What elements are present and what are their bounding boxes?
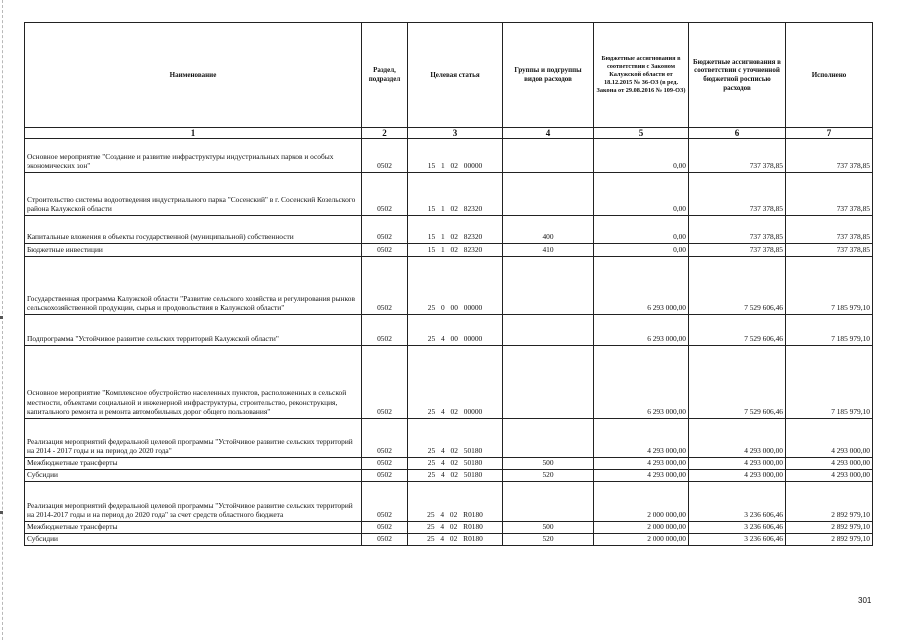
- header-groups: Группы и подгруппы видов расходов: [503, 23, 594, 128]
- table-row: [25, 458, 873, 470]
- row-refined-budget: 737 378,85: [689, 216, 786, 244]
- row-law-budget: 2 000 000,00: [594, 482, 689, 522]
- row-executed: 4 293 000,00: [786, 470, 873, 482]
- row-name: Основное мероприятие "Комплексное обустройство населенных пунктов, расположенных в сельской местности, объектами социальной и инженерной инфраструктуры, строительство, реконструкция, капитального ремонта и ремонта автомобильных дорог общего пользования": [25, 346, 362, 419]
- row-name: Субсидии: [25, 534, 362, 546]
- table-row: [25, 257, 873, 315]
- row-refined-budget: 3 236 606,46: [689, 482, 786, 522]
- column-number: 3: [408, 128, 503, 139]
- row-refined-budget: 3 236 606,46: [689, 522, 786, 534]
- row-executed: 2 892 979,10: [786, 522, 873, 534]
- row-law-budget: 4 293 000,00: [594, 458, 689, 470]
- header-name: Наименование: [25, 23, 362, 128]
- row-group: 400: [503, 216, 594, 244]
- row-section: 0502: [362, 470, 408, 482]
- row-target: 15 1 02 00000: [408, 139, 503, 173]
- row-executed: 2 892 979,10: [786, 482, 873, 522]
- row-group: [503, 419, 594, 458]
- row-name: Субсидии: [25, 470, 362, 482]
- header-target: Целевая статья: [408, 23, 503, 128]
- row-group: 410: [503, 244, 594, 257]
- row-section: 0502: [362, 482, 408, 522]
- table-row: [25, 216, 873, 244]
- row-section: 0502: [362, 315, 408, 346]
- row-target: 15 1 02 82320: [408, 173, 503, 216]
- row-refined-budget: 4 293 000,00: [689, 470, 786, 482]
- row-law-budget: 6 293 000,00: [594, 257, 689, 315]
- table-row: [25, 482, 873, 522]
- row-law-budget: 0,00: [594, 216, 689, 244]
- row-section: 0502: [362, 244, 408, 257]
- header-row: [25, 23, 873, 128]
- table-row: [25, 315, 873, 346]
- column-number: 4: [503, 128, 594, 139]
- row-executed: 4 293 000,00: [786, 458, 873, 470]
- row-target: 25 4 02 R0180: [408, 482, 503, 522]
- row-group: [503, 315, 594, 346]
- row-section: 0502: [362, 522, 408, 534]
- header-refined-budget: Бюджетные ассигнования в соответствии с уточненной бюджетной росписью расходов: [689, 23, 786, 128]
- row-executed: 737 378,85: [786, 244, 873, 257]
- row-group: 520: [503, 470, 594, 482]
- row-law-budget: 4 293 000,00: [594, 419, 689, 458]
- table-row: [25, 244, 873, 257]
- row-group: [503, 257, 594, 315]
- table-row: [25, 522, 873, 534]
- row-name: Межбюджетные трансферты: [25, 458, 362, 470]
- row-refined-budget: 7 529 606,46: [689, 315, 786, 346]
- row-refined-budget: 737 378,85: [689, 139, 786, 173]
- row-refined-budget: 4 293 000,00: [689, 458, 786, 470]
- row-executed: 4 293 000,00: [786, 419, 873, 458]
- row-executed: 2 892 979,10: [786, 534, 873, 546]
- header-executed: Исполнено: [786, 23, 873, 128]
- row-target: 25 4 02 R0180: [408, 522, 503, 534]
- row-section: 0502: [362, 173, 408, 216]
- row-name: Межбюджетные трансферты: [25, 522, 362, 534]
- row-section: 0502: [362, 419, 408, 458]
- row-target: 25 4 02 50180: [408, 458, 503, 470]
- row-law-budget: 6 293 000,00: [594, 315, 689, 346]
- row-law-budget: 0,00: [594, 244, 689, 257]
- row-group: [503, 346, 594, 419]
- table-row: [25, 173, 873, 216]
- row-executed: 737 378,85: [786, 139, 873, 173]
- row-name: Государственная программа Калужской области "Развитие сельского хозяйства и регулирования рынков сельскохозяйственной продукции, сырья и продовольствия в Калужской области": [25, 257, 362, 315]
- row-executed: 737 378,85: [786, 216, 873, 244]
- scan-edge-line: [2, 0, 3, 640]
- row-law-budget: 6 293 000,00: [594, 346, 689, 419]
- row-target: 25 4 02 00000: [408, 346, 503, 419]
- row-section: 0502: [362, 534, 408, 546]
- column-number: 7: [786, 128, 873, 139]
- row-group: 520: [503, 534, 594, 546]
- row-refined-budget: 737 378,85: [689, 244, 786, 257]
- header-law-budget: Бюджетные ассигнования в соответствии с Законом Калужской области от 18.12.2015 № 36-ОЗ (в ред. Закона от 29.08.2016 № 109-ОЗ): [594, 23, 689, 128]
- header-section: Раздел, подраздел: [362, 23, 408, 128]
- table-row: [25, 534, 873, 546]
- scan-edge-mark: [0, 511, 3, 514]
- row-target: 15 1 02 82320: [408, 244, 503, 257]
- row-refined-budget: 3 236 606,46: [689, 534, 786, 546]
- row-executed: 7 185 979,10: [786, 315, 873, 346]
- row-section: 0502: [362, 216, 408, 244]
- row-target: 15 1 02 82320: [408, 216, 503, 244]
- column-number: 2: [362, 128, 408, 139]
- row-section: 0502: [362, 458, 408, 470]
- row-target: 25 4 02 50180: [408, 470, 503, 482]
- column-number: 1: [25, 128, 362, 139]
- row-group: [503, 139, 594, 173]
- row-group: 500: [503, 522, 594, 534]
- table-row: [25, 470, 873, 482]
- row-target: 25 4 02 R0180: [408, 534, 503, 546]
- row-refined-budget: 7 529 606,46: [689, 257, 786, 315]
- row-name: Основное мероприятие "Создание и развитие инфраструктуры индустриальных парков и особых экономических зон": [25, 139, 362, 173]
- table-row: [25, 419, 873, 458]
- scan-edge-mark: [0, 316, 3, 319]
- row-law-budget: 2 000 000,00: [594, 534, 689, 546]
- row-refined-budget: 737 378,85: [689, 173, 786, 216]
- row-law-budget: 0,00: [594, 173, 689, 216]
- table-row: [25, 139, 873, 173]
- row-section: 0502: [362, 257, 408, 315]
- row-section: 0502: [362, 346, 408, 419]
- row-group: [503, 482, 594, 522]
- row-name: Капитальные вложения в объекты государственной (муниципальной) собственности: [25, 216, 362, 244]
- column-number: 5: [594, 128, 689, 139]
- row-executed: 7 185 979,10: [786, 257, 873, 315]
- row-group: 500: [503, 458, 594, 470]
- row-target: 25 4 02 50180: [408, 419, 503, 458]
- row-name: Реализация мероприятий федеральной целевой программы "Устойчивое развитие сельских территорий на 2014 - 2017 годы и на период до 2020 года": [25, 419, 362, 458]
- row-name: Реализация мероприятий федеральной целевой программы "Устойчивое развитие сельских территорий на 2014-2017 годы и на период до 2020 года" за счет средств областного бюджета: [25, 482, 362, 522]
- row-group: [503, 173, 594, 216]
- column-number: 6: [689, 128, 786, 139]
- row-executed: 7 185 979,10: [786, 346, 873, 419]
- table-row: [25, 346, 873, 419]
- row-law-budget: 0,00: [594, 139, 689, 173]
- row-executed: 737 378,85: [786, 173, 873, 216]
- row-section: 0502: [362, 139, 408, 173]
- budget-table: [24, 22, 873, 546]
- row-target: 25 0 00 00000: [408, 257, 503, 315]
- row-name: Подпрограмма "Устойчивое развитие сельских территорий Калужской области": [25, 315, 362, 346]
- row-law-budget: 2 000 000,00: [594, 522, 689, 534]
- row-law-budget: 4 293 000,00: [594, 470, 689, 482]
- row-name: Бюджетные инвестиции: [25, 244, 362, 257]
- row-refined-budget: 7 529 606,46: [689, 346, 786, 419]
- row-refined-budget: 4 293 000,00: [689, 419, 786, 458]
- column-number-row: [25, 128, 873, 139]
- row-name: Строительство системы водоотведения индустриального парка "Сосенский" в г. Сосенский Козельского района Калужской области: [25, 173, 362, 216]
- row-target: 25 4 00 00000: [408, 315, 503, 346]
- page-number: 301: [858, 596, 872, 605]
